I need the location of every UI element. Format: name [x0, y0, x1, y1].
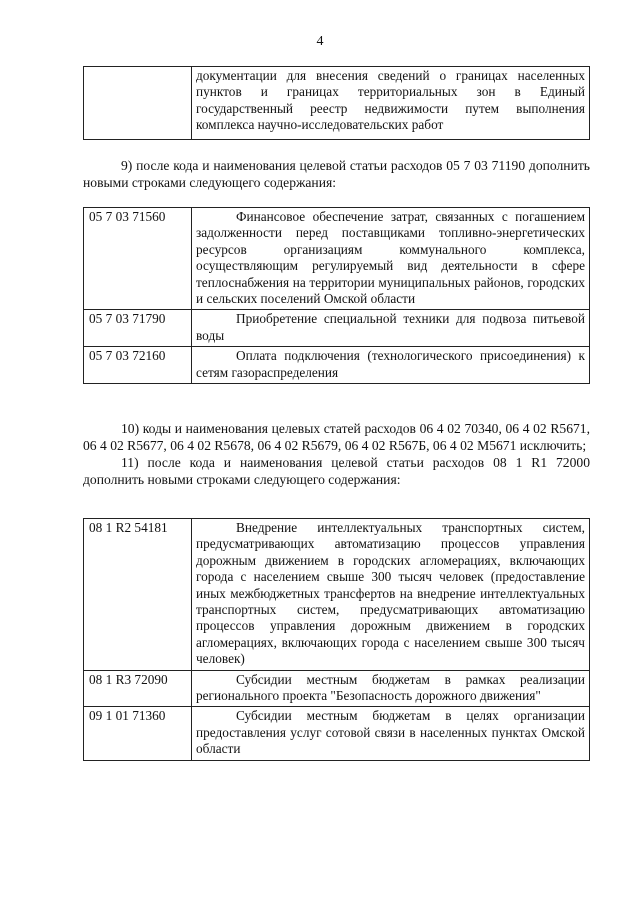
- paragraph-9-text: 9) после кода и наименования целевой статьи расходов 05 7 03 71190 дополнить новыми строками следующего содержания:: [83, 158, 590, 190]
- paragraph-10-text: 10) коды и наименования целевых статей расходов 06 4 02 70340, 06 4 02 R5671, 06 4 02 R5677, 06 4 02 R5678, 06 4 02 R5679, 06 4 02 R567Б, 06 4 02 M5671 исключить;: [83, 421, 590, 453]
- page-number: 4: [316, 34, 324, 49]
- code-cell: [84, 67, 192, 140]
- description-cell: Внедрение интеллектуальных транспортных систем, предусматривающих автоматизацию процессов управления дорожным движением в городских агломерациях, включающих города с населением свыше 300 тысяч человек (предоставление иных межбюджетных трансфертов на внедрение интеллектуальных транспортных систем, предусматривающих автоматизацию процессов управления дорожным движением в городских агломерациях, включающих города с населением свыше 300 тысяч человек): [192, 519, 590, 671]
- code-cell: 08 1 R3 72090: [84, 670, 192, 707]
- description-cell: Субсидии местным бюджетам в целях организации предоставления услуг сотовой связи в населенных пунктах Омской области: [192, 707, 590, 760]
- code-table-section-11: [83, 518, 590, 761]
- code-cell: 08 1 R2 54181: [84, 519, 192, 671]
- code-cell: 09 1 01 71360: [84, 707, 192, 760]
- table-row: [84, 707, 590, 760]
- code-cell: 05 7 03 71790: [84, 310, 192, 347]
- code-table-section-9: [83, 207, 590, 384]
- description-cell: Финансовое обеспечение затрат, связанных с погашением задолженности перед поставщиками топливно-энергетических ресурсов организациям коммунального комплекса, осуществляющим регулируемый вид деятельности в сфере теплоснабжения на территории муниципальных районов, городских и сельских поселений Омской области: [192, 208, 590, 310]
- table-row: [84, 519, 590, 671]
- table-row: [84, 670, 590, 707]
- description-cell: Приобретение специальной техники для подвоза питьевой воды: [192, 310, 590, 347]
- table-row: [84, 67, 590, 140]
- code-cell: 05 7 03 72160: [84, 347, 192, 384]
- paragraph-11-text: 11) после кода и наименования целевой статьи расходов 08 1 R1 72000 дополнить новыми строками следующего содержания:: [83, 455, 590, 487]
- description-cell: документации для внесения сведений о границах населенных пунктов и границах территориальных зон в Единый государственный реестр недвижимости путем выполнения комплекса научно-исследовательских работ: [192, 67, 590, 140]
- table-row: [84, 347, 590, 384]
- table-row: [84, 310, 590, 347]
- table-row: [84, 208, 590, 310]
- paragraph-9: [83, 157, 590, 191]
- code-cell: 05 7 03 71560: [84, 208, 192, 310]
- paragraph-10-11: [83, 420, 590, 488]
- code-table-continuation: [83, 66, 590, 140]
- description-cell: Субсидии местным бюджетам в рамках реализации регионального проекта "Безопасность дорожного движения": [192, 670, 590, 707]
- description-cell: Оплата подключения (технологического присоединения) к сетям газораспределения: [192, 347, 590, 384]
